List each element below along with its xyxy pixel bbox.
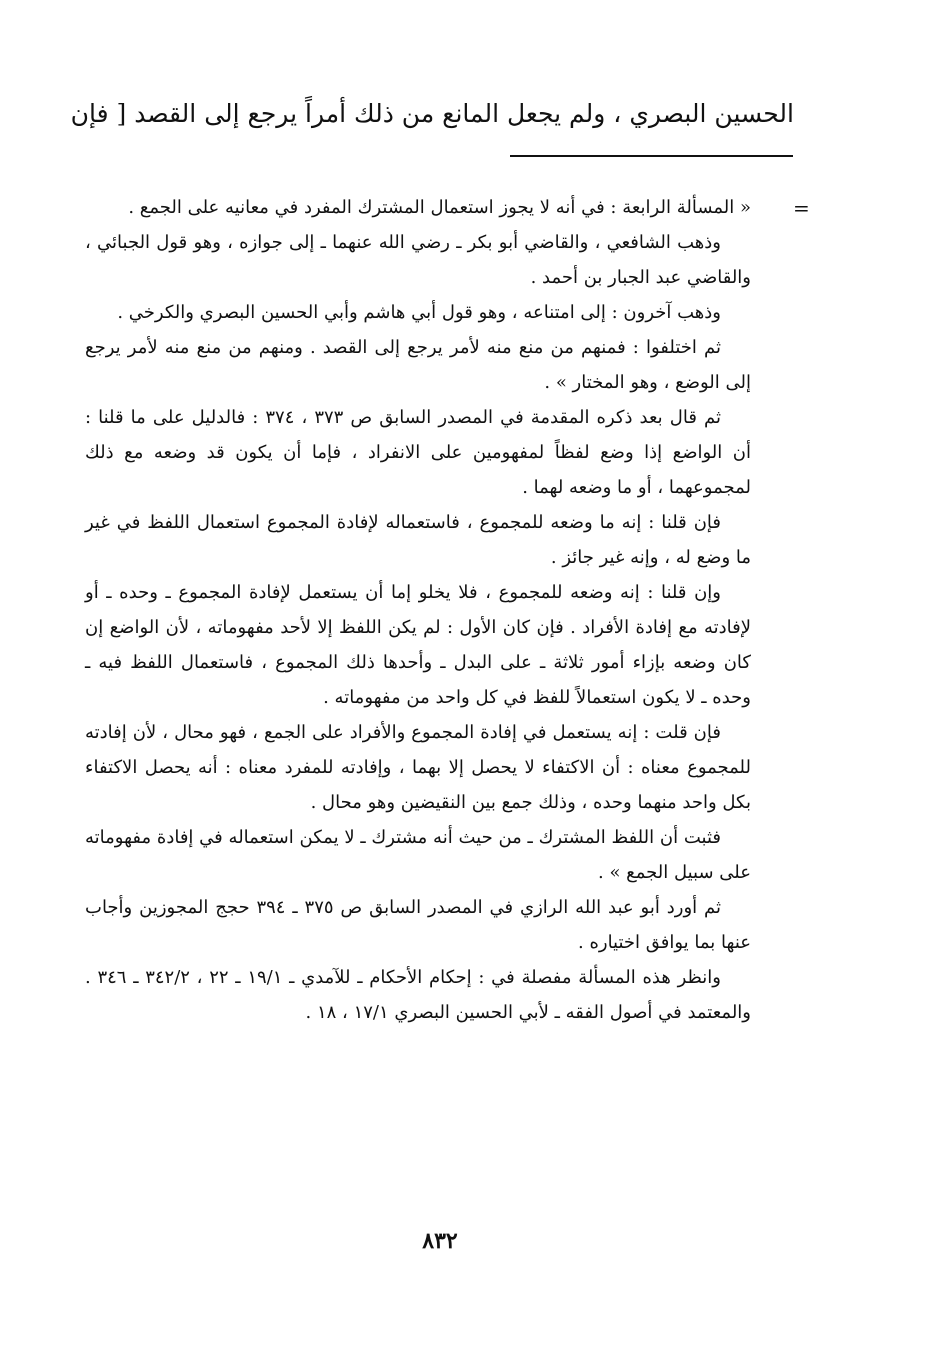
footnote-paragraph: وذهب آخرون : إلى امتناعه ، وهو قول أبي هاشم وأبي الحسين البصري والكرخي . — [117, 302, 721, 323]
footnote-separator — [510, 155, 793, 157]
main-text-line: الحسين البصري ، ولم يجعل المانع من ذلك أمراً يرجع إلى القصد [ فإن — [70, 99, 794, 128]
footnote-paragraph: ثم أورد أبو عبد الله الرازي في المصدر السابق ص ٣٧٥ ـ ٣٩٤ حجج المجوزين وأجاب عنها بما يوافق اختياره . — [85, 897, 751, 953]
footnote-paragraph: فإن قلت : إنه يستعمل في إفادة المجموع والأفراد على الجمع ، فهو محال ، لأن إفادته للمجموع معناه : أن الاكتفاء لا يحصل إلا بهما ، وإفادته للمفرد معناه : أنه يحصل الاكتفاء بكل واحد منهما وحده ، وذلك جمع بين النقيضين وهو محال . — [85, 722, 751, 813]
footnotes — [85, 190, 751, 1030]
footnote-paragraph: « المسألة الرابعة : في أنه لا يجوز استعمال المشترك المفرد في معانيه على الجمع . — [128, 197, 751, 218]
footnote-continuation-marker: = — [793, 196, 810, 220]
footnote-paragraph: فإن قلنا : إنه ما وضعه للمجموع ، فاستعماله لإفادة المجموع استعمال اللفظ في غير ما وضع له ، وإنه غير جائز . — [85, 512, 751, 568]
footnote-paragraph: وذهب الشافعي ، والقاضي أبو بكر ـ رضي الله عنهما ـ إلى جوازه ، وهو قول الجبائي ، والقاضي عبد الجبار بن أحمد . — [85, 232, 751, 288]
footnote-paragraph: ثم قال بعد ذكره المقدمة في المصدر السابق ص ٣٧٣ ، ٣٧٤ : فالدليل على ما قلنا : أن الواضع إذا وضع لفظاً لمفهومين على الانفراد ، فإما أن يكون قد وضعه مع ذلك لمجموعهما ، أو ما وضعه لهما . — [85, 407, 751, 498]
footnote-paragraph: ثم اختلفوا : فمنهم من منع منه لأمر يرجع إلى القصد . ومنهم من منع منه لأمر يرجع إلى الوضع ، وهو المختار » . — [85, 337, 751, 393]
footnote-paragraph: فثبت أن اللفظ المشترك ـ من حيث أنه مشترك ـ لا يمكن استعماله في إفادة مفهوماته على سبيل الجمع » . — [85, 827, 751, 883]
footnote-paragraph: وانظر هذه المسألة مفصلة في : إحكام الأحكام ـ للآمدي ـ ١٩/١ ـ ٢٢ ، ٣٤٢/٢ ـ ٣٤٦ . والمعتمد في أصول الفقه ـ لأبي الحسين البصري ١٧/١ ، ١٨ . — [85, 967, 751, 1023]
page-number: ٨٣٢ — [422, 1228, 458, 1254]
footnote-paragraph: وإن قلنا : إنه وضعه للمجموع ، فلا يخلو إما أن يستعمل لإفادة المجموع ـ وحده ـ أو لإفادته مع إفادة الأفراد . فإن كان الأول : لم يكن اللفظ إلا لأحد مفهوماته ، لأن الواضع إن كان وضعه بإزاء أمور ثلاثة ـ على البدل ـ وأحدها ذلك المجموع ، فاستعمال اللفظ فيه ـ وحده ـ لا يكون استعمالاً للفظ في كل واحد من مفهوماته . — [85, 582, 751, 708]
